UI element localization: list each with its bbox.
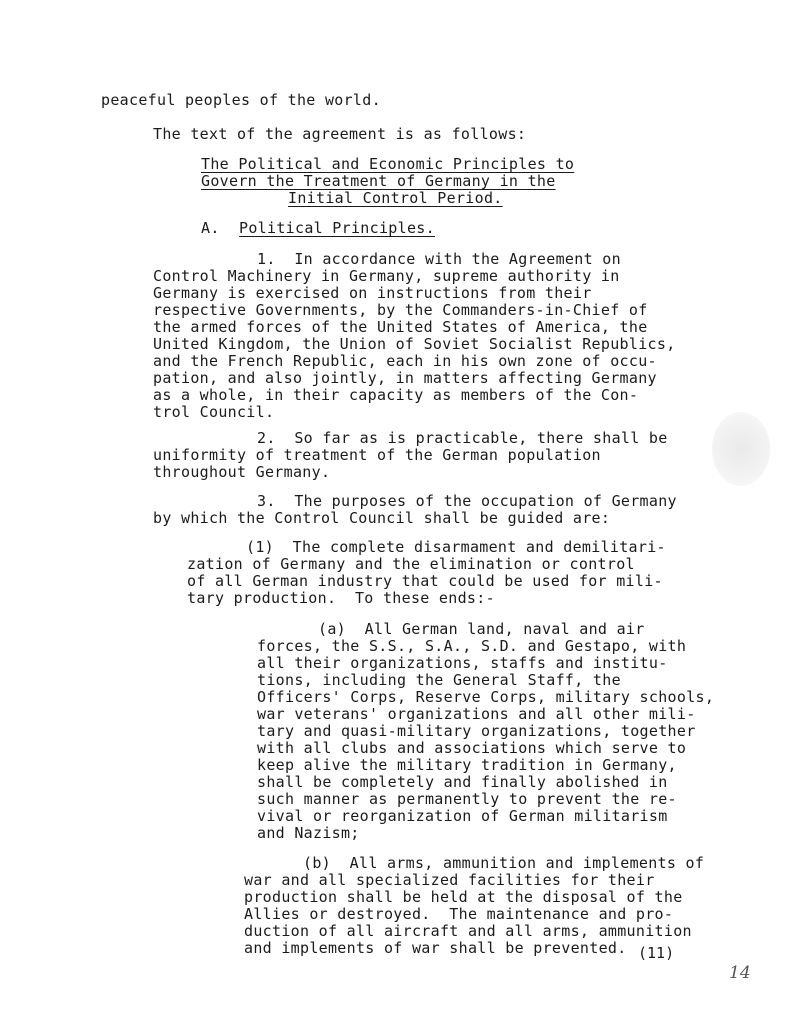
text-line: respective Governments, by the Commanders-in-Chief of xyxy=(153,301,648,319)
text-line: 3. The purposes of the occupation of Germany xyxy=(257,492,677,510)
text-line: 2. So far as is practicable, there shall be xyxy=(257,429,668,447)
text-line: forces, the S.S., S.A., S.D. and Gestapo, with xyxy=(257,637,687,655)
heading-line: Govern the Treatment of Germany in the xyxy=(201,172,556,190)
text-line: and Nazism; xyxy=(257,824,360,842)
text-line: uniformity of treatment of the German population xyxy=(153,446,601,464)
text-line: all their organizations, staffs and institu- xyxy=(257,654,668,672)
text-line: United Kingdom, the Union of Soviet Socialist Republics, xyxy=(153,335,676,353)
page-number: (11) xyxy=(638,944,675,962)
text-line: Germany is exercised on instructions from their xyxy=(153,284,592,302)
section-letter: A. xyxy=(201,219,220,237)
handwritten-page-number: 14 xyxy=(729,963,751,983)
text-line: duction of all aircraft and all arms, ammunition xyxy=(244,922,692,940)
text-line: production shall be held at the disposal of the xyxy=(244,888,683,906)
text-line: trol Council. xyxy=(153,403,275,421)
text-line: shall be completely and finally abolished in xyxy=(257,773,668,791)
text-line: Allies or destroyed. The maintenance and pro- xyxy=(244,905,674,923)
text-line: of all German industry that could be used for mili- xyxy=(187,572,663,590)
text-line: vival or reorganization of German militarism xyxy=(257,807,668,825)
archive-stamp xyxy=(712,412,770,486)
text-line: keep alive the military tradition in Germany, xyxy=(257,756,677,774)
text-line: zation of Germany and the elimination or control xyxy=(187,555,635,573)
text-line: (b) All arms, ammunition and implements of xyxy=(303,854,705,872)
text-line: peaceful peoples of the world. xyxy=(101,91,381,109)
text-line: pation, and also jointly, in matters affecting Germany xyxy=(153,369,657,387)
text-line: with all clubs and associations which serve to xyxy=(257,739,687,757)
text-line: by which the Control Council shall be guided are: xyxy=(153,509,611,527)
text-line: (a) All German land, naval and air xyxy=(318,620,645,638)
text-line: the armed forces of the United States of America, the xyxy=(153,318,648,336)
text-line: war veterans' organizations and all other mili- xyxy=(257,705,696,723)
heading-line: Initial Control Period. xyxy=(288,189,503,207)
text-line: and the French Republic, each in his own zone of occu- xyxy=(153,352,657,370)
text-line: 1. In accordance with the Agreement on xyxy=(257,250,621,268)
text-line: (1) The complete disarmament and demilitari- xyxy=(246,538,666,556)
text-line: The text of the agreement is as follows: xyxy=(153,125,527,143)
text-line: such manner as permanently to prevent the re- xyxy=(257,790,677,808)
text-line: throughout Germany. xyxy=(153,463,331,481)
text-line: Officers' Corps, Reserve Corps, military schools, xyxy=(257,688,715,706)
text-line: tary and quasi-military organizations, together xyxy=(257,722,696,740)
text-line: and implements of war shall be prevented. xyxy=(244,939,627,957)
text-line: tions, including the General Staff, the xyxy=(257,671,621,689)
text-line: Control Machinery in Germany, supreme authority in xyxy=(153,267,620,285)
heading-line: The Political and Economic Principles to xyxy=(201,155,575,173)
text-line: war and all specialized facilities for their xyxy=(244,871,655,889)
text-line: as a whole, in their capacity as members of the Con- xyxy=(153,386,639,404)
text-line: tary production. To these ends:- xyxy=(187,589,495,607)
section-heading: Political Principles. xyxy=(239,219,435,237)
